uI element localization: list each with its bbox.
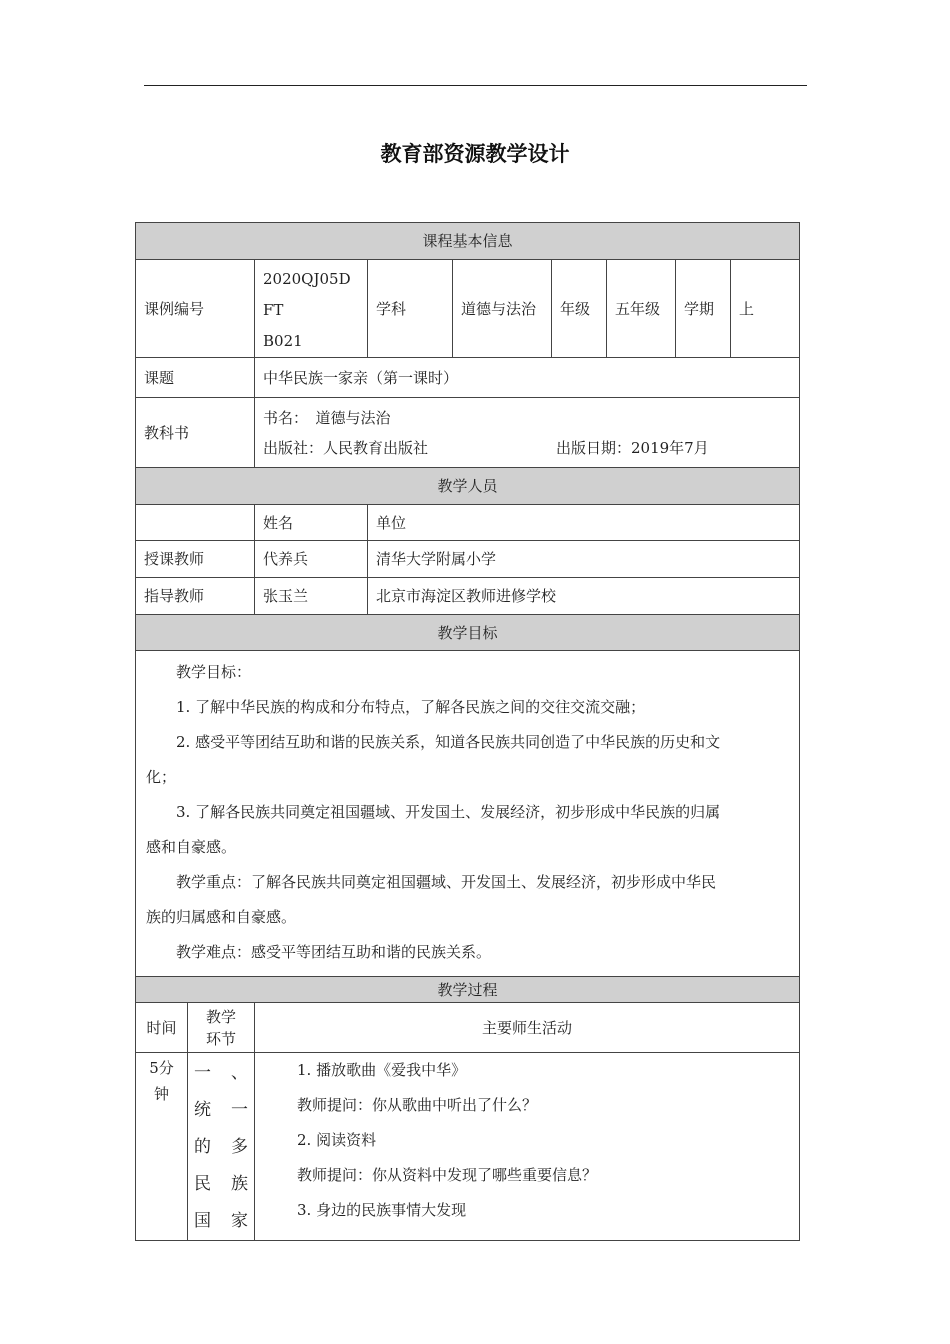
lesson-design-table <box>135 222 800 1241</box>
goals-paragraph: 3. 了解各民族共同奠定祖国疆域、开发国土、发展经济，初步形成中华民族的归属 <box>176 803 721 821</box>
goals-paragraph: 教学难点：感受平等团结互助和谐的民族关系。 <box>176 943 492 961</box>
staff-unit: 北京市海淀区教师进修学校 <box>368 578 800 615</box>
process-col-activity: 主要师生活动 <box>255 1003 800 1053</box>
grade-label: 年级 <box>552 260 607 358</box>
process-activities <box>255 1053 800 1241</box>
process-stage <box>188 1053 255 1241</box>
staff-name: 张玉兰 <box>255 578 368 615</box>
subject-value: 道德与法治 <box>453 260 552 358</box>
term-label: 学期 <box>676 260 731 358</box>
staff-col-name: 姓名 <box>255 505 368 541</box>
topic-value: 中华民族一家亲（第一课时） <box>255 358 800 398</box>
staff-unit: 清华大学附属小学 <box>368 541 800 578</box>
staff-role: 指导教师 <box>136 578 255 615</box>
page-title: 教育部资源教学设计 <box>380 142 570 166</box>
activity-line: 3. 身边的民族事情大发现 <box>297 1201 467 1219</box>
case-id-line-2: B021 <box>263 332 303 350</box>
staff-name: 代养兵 <box>255 541 368 578</box>
activity-line: 2. 阅读资料 <box>297 1131 377 1149</box>
textbook-label: 教科书 <box>136 398 255 468</box>
case-id-value <box>255 260 368 358</box>
process-col-time: 时间 <box>136 1003 188 1053</box>
case-id-label: 课例编号 <box>136 260 255 358</box>
table-row <box>136 541 800 578</box>
goals-paragraph: 感和自豪感。 <box>146 838 237 856</box>
staff-corner-cell <box>136 505 255 541</box>
term-value: 上 <box>731 260 800 358</box>
subject-label: 学科 <box>368 260 453 358</box>
staff-role: 授课教师 <box>136 541 255 578</box>
time-line-2: 钟 <box>153 1085 169 1103</box>
header-rule <box>144 85 807 86</box>
process-header: 教学过程 <box>136 977 800 1003</box>
table-row <box>136 578 800 615</box>
stage-line: 国家 <box>194 1211 248 1231</box>
table-row <box>136 1053 800 1241</box>
stage-line: 民 族 <box>194 1174 248 1194</box>
goals-paragraph: 2. 感受平等团结互助和谐的民族关系，知道各民族共同创造了中华民族的历史和文 <box>176 733 721 751</box>
stage-line: 一、 <box>194 1063 248 1083</box>
activity-line: 教师提问：你从资料中发现了哪些重要信息？ <box>297 1166 598 1184</box>
goals-content <box>136 651 800 977</box>
publish-date: 出版日期：2019年7月 <box>556 438 709 457</box>
staff-header: 教学人员 <box>136 468 800 505</box>
time-line-1: 5分 <box>149 1059 174 1077</box>
goals-header: 教学目标 <box>136 615 800 651</box>
stage-header-line-1: 教学 <box>205 1007 236 1026</box>
topic-label: 课题 <box>136 358 255 398</box>
basic-info-header: 课程基本信息 <box>136 223 800 260</box>
stage-header-line-2: 环节 <box>205 1029 236 1048</box>
goals-paragraph: 化； <box>146 768 177 786</box>
publisher: 出版社：人民教育出版社 <box>263 438 429 457</box>
stage-line: 的 多 <box>194 1137 248 1157</box>
grade-value: 五年级 <box>607 260 676 358</box>
process-time <box>136 1053 188 1241</box>
stage-line: 统 一 <box>194 1100 248 1120</box>
staff-col-unit: 单位 <box>368 505 800 541</box>
activity-line: 1. 播放歌曲《爱我中华》 <box>297 1061 467 1079</box>
activity-line: 教师提问：你从歌曲中听出了什么？ <box>297 1096 538 1114</box>
textbook-info <box>255 398 800 468</box>
process-col-stage <box>188 1003 255 1053</box>
book-name: 书名： 道德与法治 <box>263 408 391 427</box>
goals-paragraph: 族的归属感和自豪感。 <box>146 908 297 926</box>
case-id-line-1: 2020QJ05DFT <box>263 270 351 319</box>
goals-paragraph: 教学重点：了解各民族共同奠定祖国疆域、开发国土、发展经济，初步形成中华民 <box>176 873 717 891</box>
goals-paragraph: 1. 了解中华民族的构成和分布特点，了解各民族之间的交往交流交融； <box>176 698 646 716</box>
goals-paragraph: 教学目标： <box>176 663 252 681</box>
